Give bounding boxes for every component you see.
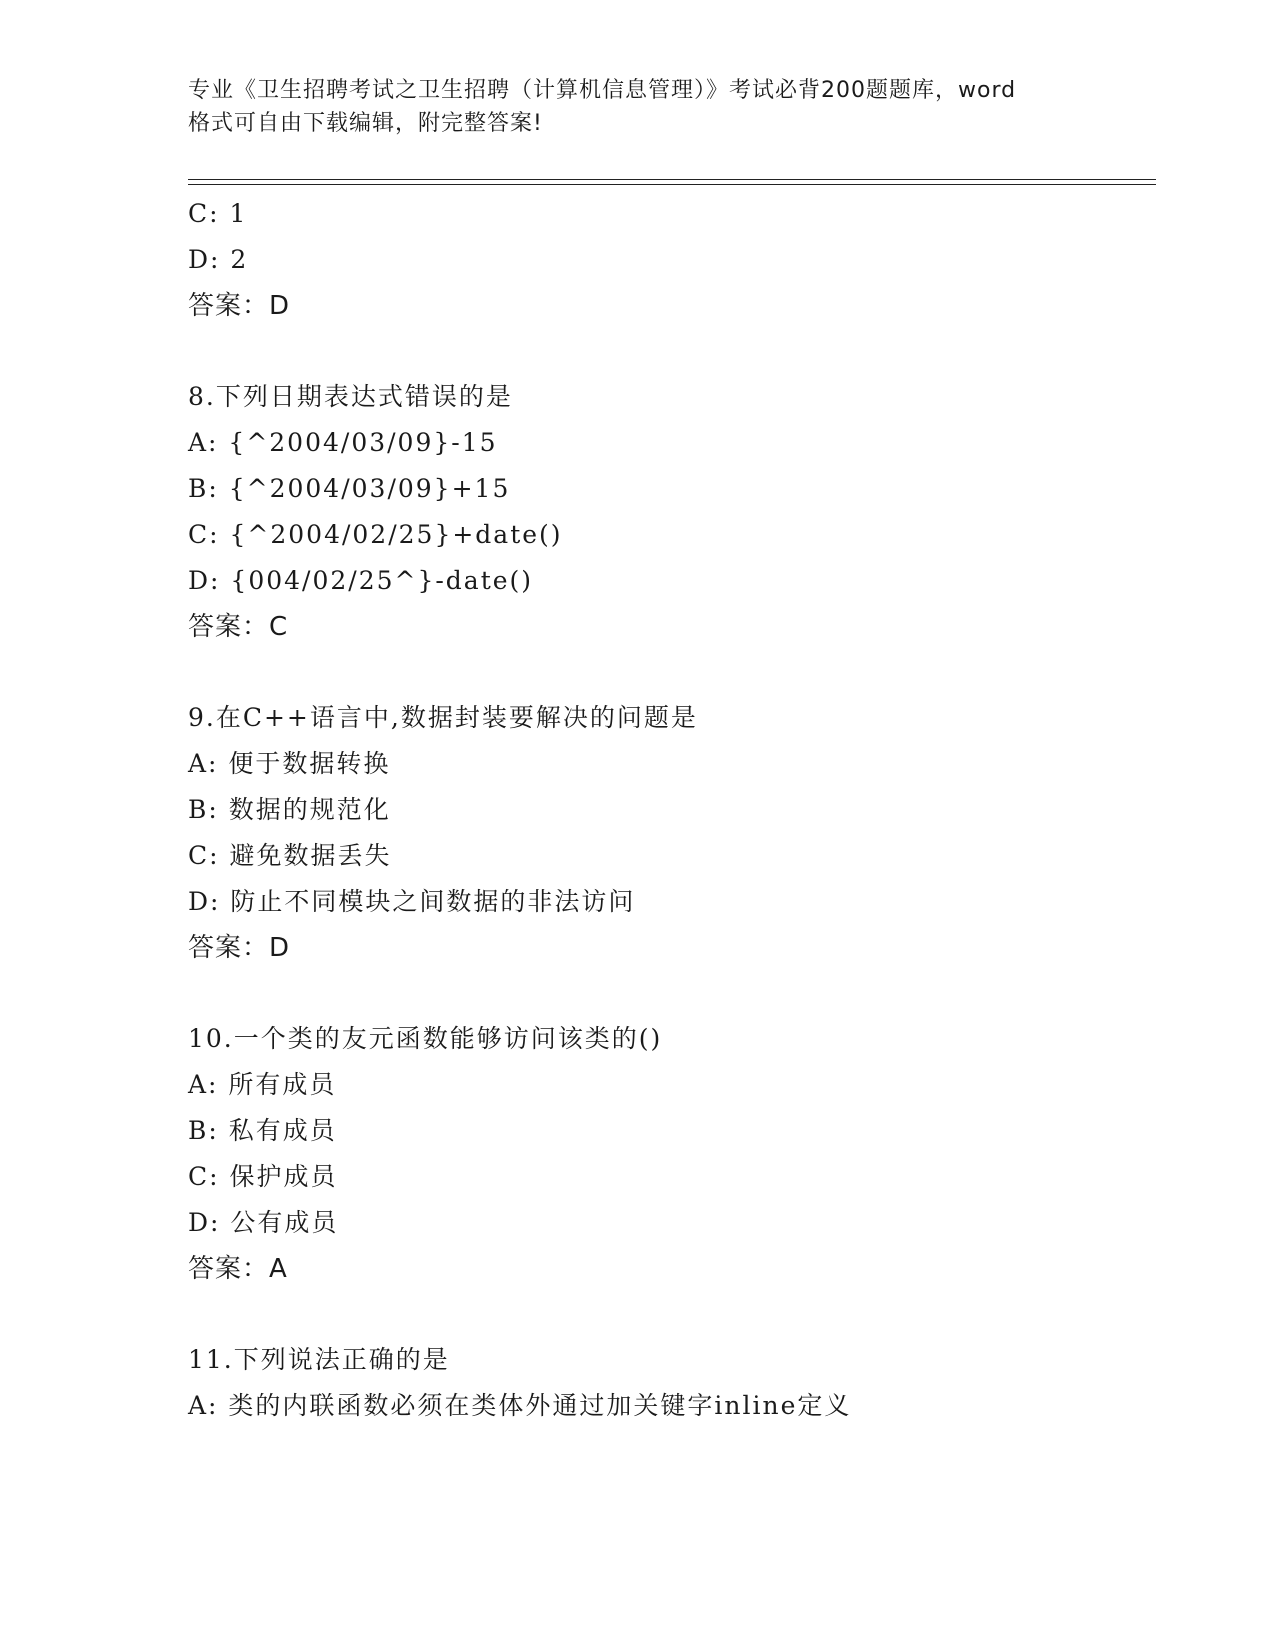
header-title-line-2: 格式可自由下载编辑，附完整答案! (188, 111, 543, 136)
answer-line: 答案：D (188, 291, 291, 321)
option-c: C: {^2004/02/25}+date() (188, 520, 563, 549)
spacer (188, 650, 1156, 695)
answer-line: 答案：C (188, 612, 289, 642)
question-stem: 11.下列说法正确的是 (188, 1345, 450, 1374)
document-header (188, 74, 1088, 140)
header-divider-bottom (188, 184, 1156, 185)
option-a: A: 类的内联函数必须在类体外通过加关键字inline定义 (188, 1391, 852, 1420)
spacer (188, 971, 1156, 1016)
option-b: B: 私有成员 (188, 1116, 337, 1145)
question-8 (188, 374, 1156, 650)
question-10 (188, 1016, 1156, 1292)
option-a: A: 所有成员 (188, 1070, 337, 1099)
option-b: B: 数据的规范化 (188, 795, 391, 824)
header-divider-top (188, 179, 1156, 180)
answer-line: 答案：D (188, 933, 291, 963)
option-d: D: 防止不同模块之间数据的非法访问 (188, 887, 636, 916)
option-c: C: 1 (188, 199, 248, 228)
header-title-line-1: 专业《卫生招聘考试之卫生招聘（计算机信息管理）》考试必背200题题库，word (188, 78, 1017, 103)
question-stem: 10.一个类的友元函数能够访问该类的() (188, 1024, 663, 1053)
question-11 (188, 1337, 1156, 1429)
question-stem: 9.在C++语言中,数据封装要解决的问题是 (188, 703, 698, 732)
option-d: D: 公有成员 (188, 1208, 339, 1237)
option-c: C: 保护成员 (188, 1162, 338, 1191)
question-7-continued (188, 191, 1156, 329)
spacer (188, 329, 1156, 374)
question-9 (188, 695, 1156, 971)
question-stem: 8.下列日期表达式错误的是 (188, 382, 513, 411)
option-c: C: 避免数据丢失 (188, 841, 392, 870)
question-list (188, 191, 1156, 1429)
answer-line: 答案：A (188, 1254, 288, 1284)
option-d: D: 2 (188, 245, 249, 274)
spacer (188, 1292, 1156, 1337)
option-d: D: {004/02/25^}-date() (188, 566, 534, 595)
option-b: B: {^2004/03/09}+15 (188, 474, 511, 503)
option-a: A: {^2004/03/09}-15 (188, 428, 498, 457)
option-a: A: 便于数据转换 (188, 749, 391, 778)
